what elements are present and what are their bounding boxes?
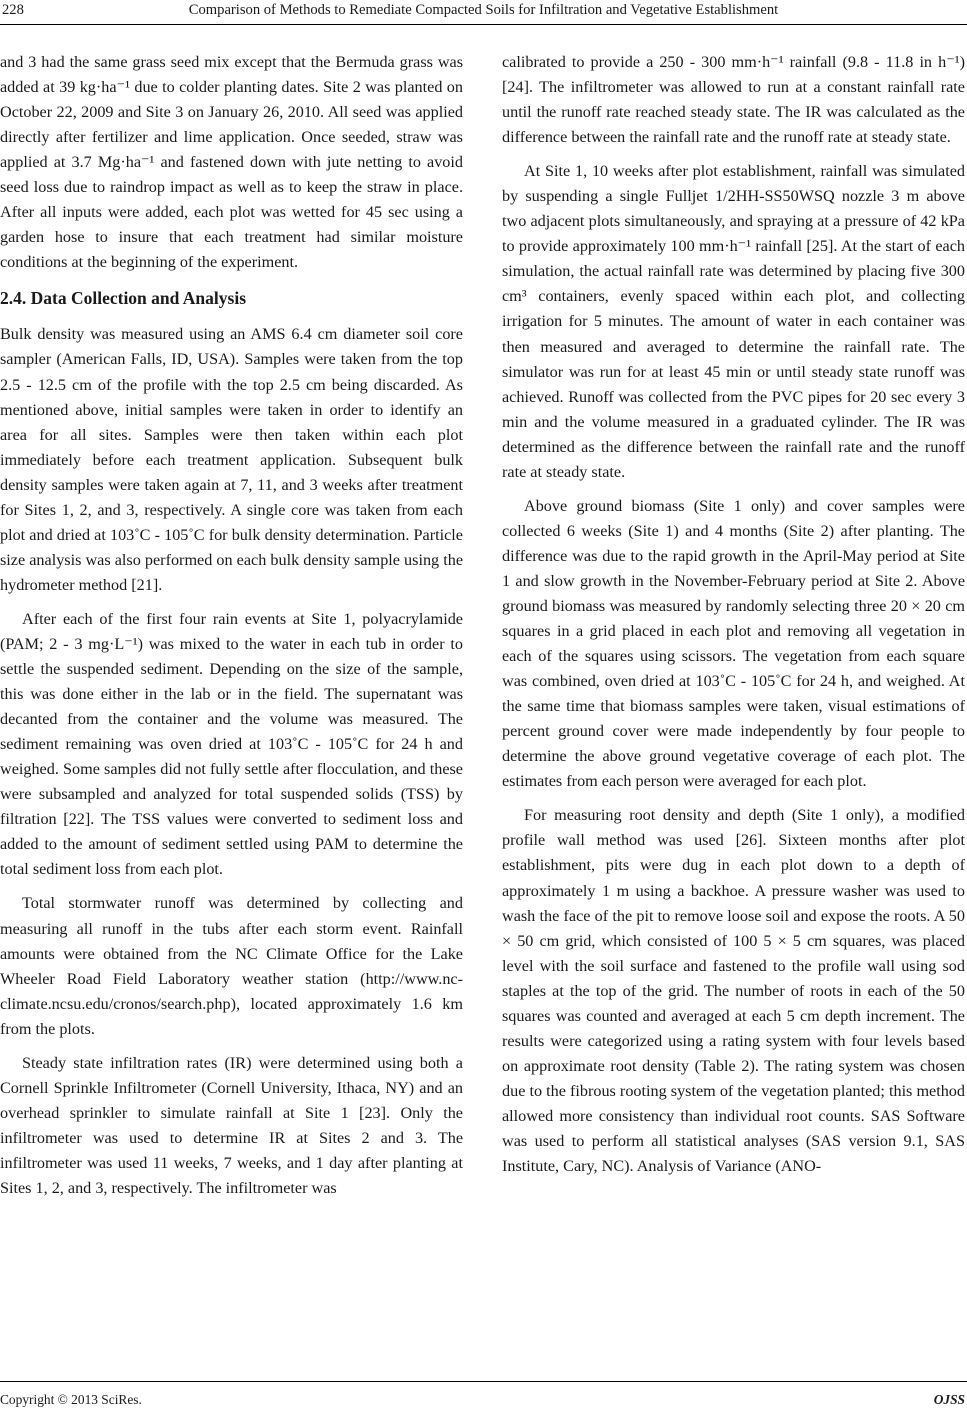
page-header — [0, 0, 967, 22]
copyright-notice: Copyright © 2013 SciRes. — [0, 1392, 142, 1407]
header-divider — [0, 24, 967, 25]
paragraph-rainfall-simulation: At Site 1, 10 weeks after plot establishment, rainfall was simulated by suspending a single Fulljet 1/2HH-SS50WSQ nozzle 3 m above two adjacent plots simultaneously, and spraying at a pressure of 42 kPa to provide approximately 100 mm·h⁻¹ rainfall [25]. At the start of each simulation, the actual rainfall rate was determined by placing five 300 cm³ containers, evenly spaced within each plot, and collecting irrigation for 5 minutes. The amount of water in each container was then measured and averaged to determine the rainfall rate. The simulator was run for at least 45 min or until steady state runoff was achieved. Runoff was collected from the PVC pipes for 20 sec every 3 min and the volume measured in a graduated cylinder. The IR was determined as the difference between the rainfall rate and the runoff rate at steady state. — [502, 162, 965, 481]
footer-divider — [0, 1381, 967, 1382]
left-column — [0, 50, 463, 1210]
page-number: 228 — [2, 2, 24, 18]
journal-abbreviation: OJSS — [933, 1392, 965, 1407]
right-column — [502, 50, 965, 1188]
paragraph-infiltration-rates: Steady state infiltration rates (IR) were determined using both a Cornell Sprinkle Infiltrometer (Cornell University, Ithaca, NY) and an overhead sprinkler to simulate rainfall at Site 1 [23]. Only the infiltrometer was used to determine IR at Sites 2 and 3. The infiltrometer was used 11 weeks, 7 weeks, and 1 day after planting at Sites 1, 2, and 3, respectively. The infiltrometer was — [0, 1053, 463, 1197]
paragraph-stormwater-runoff: Total stormwater runoff was determined by collecting and measuring all runoff in the tubs after each storm event. Rainfall amounts were obtained from the NC Climate Office for the Lake Wheeler Road Field Laboratory weather station (http://www.nc-climate.ncsu.edu/cronos/search.php), located approximately 1.6 km from the plots. — [0, 894, 463, 1038]
running-title: Comparison of Methods to Remediate Compacted Soils for Infiltration and Vegetative Establishment — [188, 2, 779, 18]
paragraph-biomass: Above ground biomass (Site 1 only) and cover samples were collected 6 weeks (Site 1) and 4 months (Site 2) after planting. The difference was due to the rapid growth in the April-May period at Site 1 and slow growth in the November-February period at Site 2. Above ground biomass was measured by randomly selecting three 20 × 20 cm squares in a grid placed in each plot and removing all vegetation in each of the squares using scissors. The vegetation from each square was combined, oven dried at 103˚C - 105˚C for 24 h, and weighed. At the same time that biomass samples were taken, visual estimations of percent ground cover were made independently by four people to determine the above ground vegetative coverage of each plot. The estimates from each person were averaged for each plot. — [502, 496, 965, 791]
paragraph-bulk-density: Bulk density was measured using an AMS 6.4 cm diameter soil core sampler (American Falls, ID, USA). Samples were taken from the top 2.5 - 12.5 cm of the profile with the top 2.5 cm being discarded. As mentioned above, initial samples were taken in order to identify an area for all sites. Samples were then taken within each plot immediately before each treatment application. Subsequent bulk density samples were taken again at 7, 11, and 3 weeks after treatment for Sites 1, 2, and 3, respectively. A single core was taken from each plot and dried at 103˚C - 105˚C for bulk density determination. Particle size analysis was also performed on each bulk density sample using the hydrometer method [21]. — [0, 325, 463, 594]
paragraph-seed-mix: and 3 had the same grass seed mix except that the Bermuda grass was added at 39 kg·ha⁻¹ due to colder planting dates. Site 2 was planted on October 22, 2009 and Site 3 on January 26, 2010. All seed was applied directly after fertilizer and lime application. Once seeded, straw was applied at 3.7 Mg·ha⁻¹ and fastened down with jute netting to avoid seed loss due to raindrop impact as well as to keep the straw in place. After all inputs were added, each plot was wetted for 45 sec using a garden hose to insure that each treatment had similar moisture conditions at the beginning of the experiment. — [0, 53, 463, 272]
page-footer — [0, 1392, 967, 1410]
paragraph-pam-sediment: After each of the first four rain events at Site 1, polyacrylamide (PAM; 2 - 3 mg·L⁻¹) was mixed to the water in each tub in order to settle the suspended sediment. Depending on the size of the sample, this was done either in the lab or in the field. The supernatant was decanted from the container and the volume was measured. The sediment remaining was oven dried at 103˚C - 105˚C for 24 h and weighed. Some samples did not fully settle after flocculation, and these were subsampled and analyzed for total suspended solids (TSS) by filtration [22]. The TSS values were converted to sediment loss and added to the amount of sediment settled using PAM to determine the total sediment loss from each plot. — [0, 609, 463, 879]
paragraph-calibration: calibrated to provide a 250 - 300 mm·h⁻¹ rainfall (9.8 - 11.8 in h⁻¹) [24]. The infiltrometer was allowed to run at a constant rainfall rate until the runoff rate reached steady state. The IR was calculated as the difference between the rainfall rate and the runoff rate at steady state. — [502, 53, 965, 147]
section-heading: 2.4. Data Collection and Analysis — [0, 288, 246, 309]
paragraph-root-density: For measuring root density and depth (Site 1 only), a modified profile wall method was used [26]. Sixteen months after plot establishment, pits were dug in each plot down to a depth of approximately 1 m using a backhoe. A pressure washer was used to wash the face of the pit to remove loose soil and expose the roots. A 50 × 50 cm grid, which consisted of 100 5 × 5 cm squares, was placed level with the soil surface and fastened to the profile wall using sod staples at the top of the grid. The number of roots in each of the 50 squares was counted and averaged at each 5 cm depth increment. The results were categorized using a rating system with four levels based on approximate root density (Table 2). The rating system was chosen due to the fibrous rooting system of the vegetation planted; this method allowed more consistency than individual root counts. SAS Software was used to perform all statistical analyses (SAS version 9.1, SAS Institute, Cary, NC). Analysis of Variance (ANO- — [502, 806, 965, 1176]
